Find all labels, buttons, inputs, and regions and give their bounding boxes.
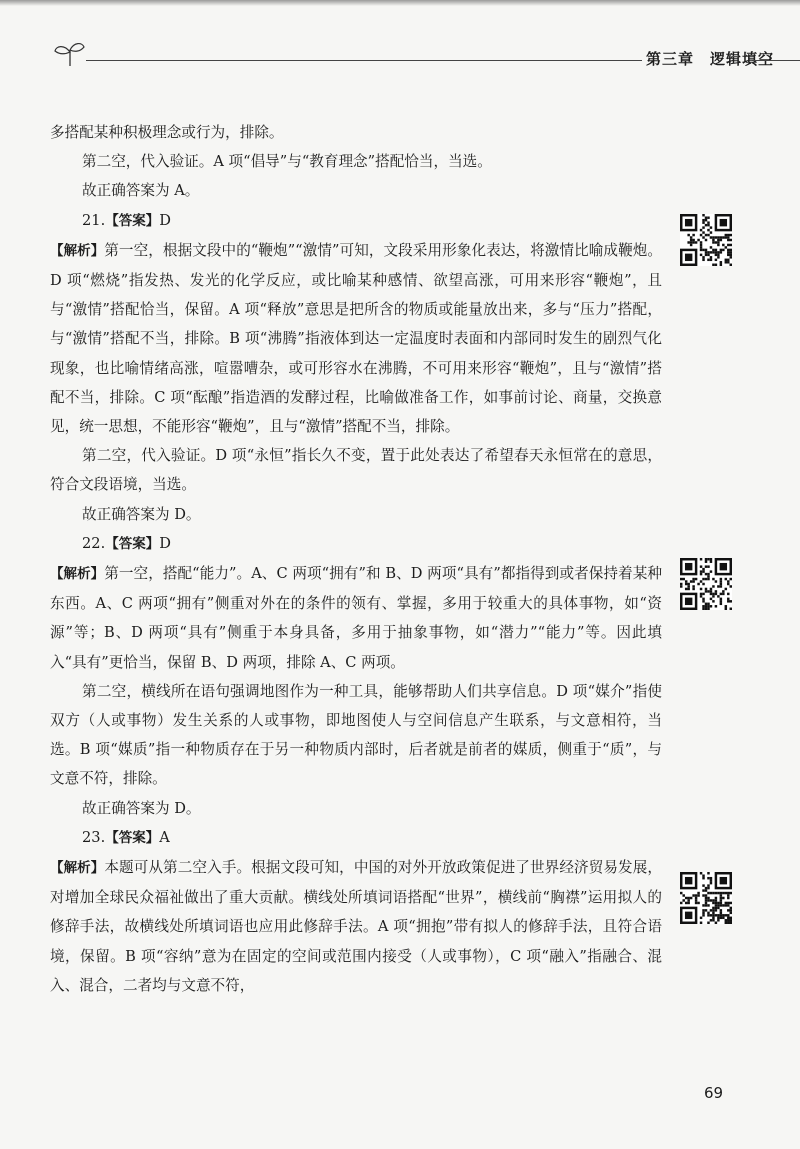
- paragraph: [50, 794, 662, 823]
- paragraph-text: 多搭配某种积极理念或行为，排除。: [50, 124, 284, 141]
- answer-line: [50, 206, 662, 236]
- paragraph-text: 第一空，搭配“能力”。A、C 两项“拥有”和 B、D 两项“具有”都指得到或者保持着某种东西。A、C 两项“拥有”侧重对外在的条件的领有、掌握，多用于较重大的具体事物，如“资源”等；B、D 两项“具有”侧重于本身具备，多用于抽象事物，如“潜力”“能力”等。因此填入“具有”更恰当，保留 B、D 两项，排除 A、C 两项。: [50, 565, 662, 671]
- scan-edge: [0, 0, 800, 6]
- chapter-title: [646, 48, 774, 69]
- question-number: 21.: [82, 211, 106, 229]
- analysis-paragraph: [50, 236, 662, 441]
- paragraph-text: 第二空，横线所在语句强调地图作为一种工具，能够帮助人们共享信息。D 项“媒介”指使双方（人或事物）发生关系的人或事物，即地图使人与空间信息产生联系，与文意相符，当选。B 项“媒质”指一种物质存在于另一种物质内部时，后者就是前者的媒质，侧重于“质”，与文意不符，排除。: [50, 682, 662, 788]
- answer-value: D: [159, 211, 171, 229]
- answer-line: [50, 823, 662, 853]
- paragraph: [50, 500, 662, 529]
- paragraph-text: 故正确答案为 D。: [82, 505, 201, 523]
- analysis-label: 【解析】: [50, 242, 105, 259]
- leaf-sprout-icon: [50, 36, 90, 76]
- analysis-paragraph: [50, 559, 662, 677]
- section-title: 逻辑填空: [710, 50, 775, 68]
- page-body: [50, 118, 662, 1000]
- paragraph-text: 第一空，根据文段中的“鞭炮”“激情”可知，文段采用形象化表达，将激情比喻成鞭炮。D 项“燃烧”指发热、发光的化学反应，或比喻某种感情、欲望高涨，可用来形容“鞭炮”，且与“激情”搭配恰当，保留。A 项“释放”意思是把所含的物质或能量放出来，多与“压力”搭配，与“激情”搭配不当，排除。B 项“沸腾”指液体到达一定温度时表面和内部同时发生的剧烈气化现象，也比喻情绪高涨，喧嚣嘈杂，或可形容水在沸腾，不可用来形容“鞭炮”，且与“激情”搭配不当，排除。C 项“酝酿”指造酒的发酵过程，比喻做准备工作，如事前讨论、商量，交换意见，统一思想，不能形容“鞭炮”，且与“激情”搭配不当，排除。: [50, 241, 662, 436]
- qr-code-icon[interactable]: [680, 214, 732, 266]
- paragraph-text: 故正确答案为 D。: [82, 799, 201, 817]
- paragraph: [50, 176, 662, 205]
- page-header: [50, 36, 800, 76]
- header-rule-left: [86, 60, 642, 61]
- page-number: 69: [704, 1084, 724, 1102]
- qr-code-icon[interactable]: [680, 872, 732, 924]
- analysis-label: 【解析】: [50, 566, 105, 583]
- paragraph: [50, 118, 662, 147]
- paragraph-text: 故正确答案为 A。: [82, 182, 200, 200]
- answer-value: A: [159, 828, 170, 846]
- paragraph-text: 第二空，代入验证。A 项“倡导”与“教育理念”搭配恰当，当选。: [82, 153, 492, 171]
- header-rule-right: [752, 60, 800, 61]
- answer-label: 【答案】: [105, 212, 160, 229]
- answer-value: D: [159, 534, 171, 552]
- paragraph-text: 本题可从第二空入手。根据文段可知，中国的对外开放政策促进了世界经济贸易发展，对增加全球民众福祉做出了重大贡献。横线处所填词语搭配“世界”，横线前“胸襟”运用拟人的修辞手法，故横线处所填词语也应用此修辞手法。A 项“拥抱”带有拟人的修辞手法，且符合语境，保留。B 项“容纳”意为在固定的空间或范围内接受（人或事物），C 项“融入”指融合、混入、混合，二者均与文意不符，: [50, 859, 662, 994]
- answer-label: 【答案】: [105, 535, 160, 552]
- answer-label: 【答案】: [105, 829, 160, 846]
- question-number: 23.: [82, 828, 106, 846]
- paragraph: [50, 147, 662, 176]
- analysis-paragraph: [50, 853, 662, 1000]
- question-number: 22.: [82, 534, 106, 552]
- answer-line: [50, 529, 662, 559]
- analysis-label: 【解析】: [50, 860, 105, 877]
- chapter-number: 第三章: [646, 50, 695, 68]
- qr-code-icon[interactable]: [680, 558, 732, 610]
- paragraph-text: 第二空，代入验证。D 项“永恒”指长久不变，置于此处表达了希望春天永恒常在的意思，符合文段语境，当选。: [50, 447, 662, 494]
- paragraph: [50, 677, 662, 794]
- paragraph: [50, 441, 662, 499]
